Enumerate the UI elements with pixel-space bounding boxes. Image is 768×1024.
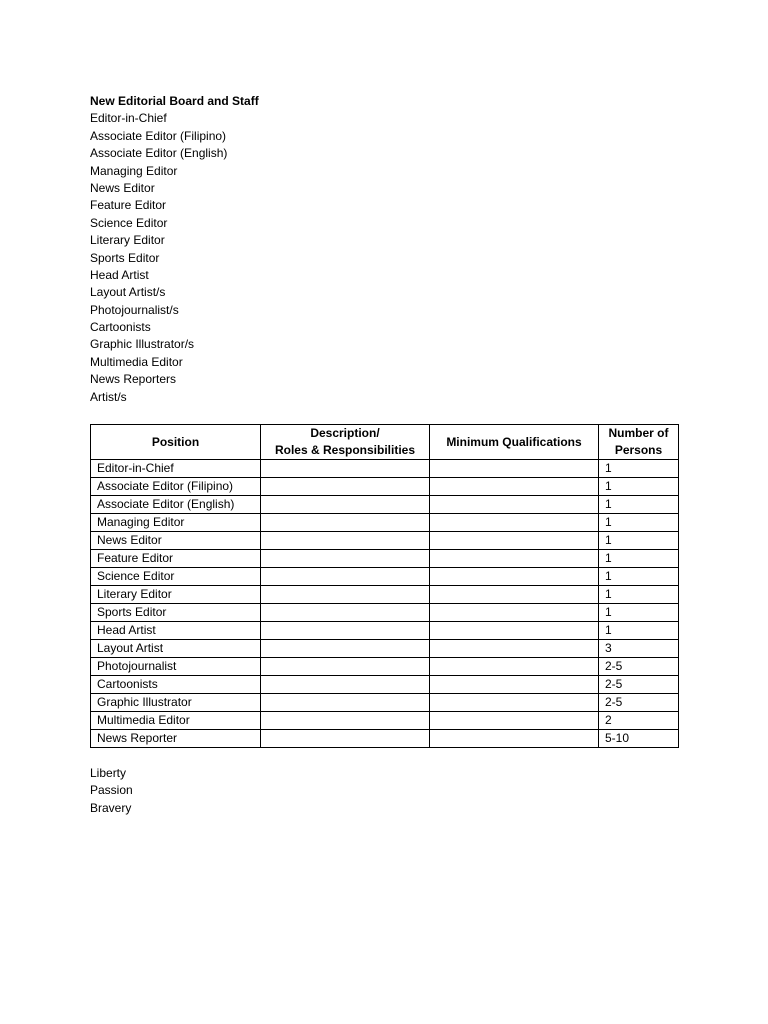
header-position (91, 425, 261, 460)
table-row (91, 460, 679, 478)
count-cell: 3 (599, 640, 679, 658)
description-cell (261, 496, 430, 514)
header-number-line1: Number of (608, 426, 669, 440)
position-cell: Editor-in-Chief (91, 460, 261, 478)
qualifications-cell (430, 460, 599, 478)
description-cell (261, 640, 430, 658)
table-row (91, 496, 679, 514)
header-description-line1: Description/ (310, 426, 380, 440)
position-cell: Graphic Illustrator (91, 694, 261, 712)
position-cell: Associate Editor (Filipino) (91, 478, 261, 496)
footer-word: Bravery (90, 800, 132, 815)
header-position-label: Position (151, 434, 200, 449)
position-list-item: Associate Editor (Filipino) (90, 128, 227, 143)
qualifications-cell (430, 730, 599, 748)
count-cell: 1 (599, 568, 679, 586)
count-cell: 1 (599, 478, 679, 496)
count-cell: 2-5 (599, 676, 679, 694)
qualifications-cell (430, 676, 599, 694)
position-cell: Science Editor (91, 568, 261, 586)
qualifications-cell (430, 532, 599, 550)
header-number (599, 425, 679, 460)
footer-word: Liberty (90, 766, 127, 780)
description-cell (261, 478, 430, 496)
position-cell: Sports Editor (91, 604, 261, 622)
header-number-line2: Persons (614, 443, 663, 457)
count-cell: 5-10 (599, 730, 679, 748)
count-cell: 1 (599, 496, 679, 514)
qualifications-cell (430, 640, 599, 658)
position-cell: Multimedia Editor (91, 712, 261, 730)
staff-table-body (91, 460, 679, 748)
description-cell (261, 622, 430, 640)
qualifications-cell (430, 694, 599, 712)
description-cell (261, 514, 430, 532)
description-cell (261, 712, 430, 730)
table-row (91, 712, 679, 730)
position-list-item: Feature Editor (90, 198, 167, 213)
description-cell (261, 604, 430, 622)
position-list-item: Graphic Illustrator/s (90, 337, 195, 352)
count-cell: 1 (599, 550, 679, 568)
position-list-item: Layout Artist/s (90, 285, 166, 300)
position-cell: Head Artist (91, 622, 261, 640)
table-header-row (91, 425, 679, 460)
position-cell: Photojournalist (91, 658, 261, 676)
position-cell: Feature Editor (91, 550, 261, 568)
position-list-item: Cartoonists (90, 320, 151, 335)
header-qualifications (430, 425, 599, 460)
table-row (91, 604, 679, 622)
header-qualifications-label: Minimum Qualifications (446, 434, 582, 449)
position-cell: Layout Artist (91, 640, 261, 658)
position-list-item: Photojournalist/s (90, 302, 179, 317)
description-cell (261, 532, 430, 550)
position-list-item: Editor-in-Chief (90, 111, 167, 126)
position-cell: Managing Editor (91, 514, 261, 532)
position-cell: Cartoonists (91, 676, 261, 694)
header-description (261, 425, 430, 460)
qualifications-cell (430, 568, 599, 586)
position-list-item: Science Editor (90, 215, 168, 230)
qualifications-cell (430, 478, 599, 496)
qualifications-cell (430, 550, 599, 568)
table-row (91, 658, 679, 676)
qualifications-cell (430, 514, 599, 532)
qualifications-cell (430, 712, 599, 730)
footer-word: Passion (90, 783, 133, 798)
description-cell (261, 586, 430, 604)
count-cell: 1 (599, 586, 679, 604)
staff-table (90, 424, 679, 748)
description-cell (261, 568, 430, 586)
table-row (91, 730, 679, 748)
count-cell: 1 (599, 460, 679, 478)
count-cell: 2-5 (599, 694, 679, 712)
description-cell (261, 550, 430, 568)
position-list-item: Managing Editor (90, 163, 178, 178)
description-cell (261, 694, 430, 712)
description-cell (261, 658, 430, 676)
header-description-line2: Roles & Responsibilities (274, 443, 416, 457)
position-list-item: Literary Editor (90, 233, 165, 248)
qualifications-cell (430, 622, 599, 640)
position-list-item: News Editor (90, 180, 155, 195)
positions-list (90, 110, 690, 406)
table-row (91, 568, 679, 586)
count-cell: 1 (599, 532, 679, 550)
position-list-item: Sports Editor (90, 250, 160, 265)
table-row (91, 694, 679, 712)
description-cell (261, 676, 430, 694)
position-list-item: Associate Editor (English) (90, 146, 228, 161)
footer-words (90, 765, 133, 817)
count-cell: 2 (599, 712, 679, 730)
table-row (91, 478, 679, 496)
position-list-item: Multimedia Editor (90, 354, 183, 369)
qualifications-cell (430, 586, 599, 604)
table-row (91, 514, 679, 532)
position-cell: Literary Editor (91, 586, 261, 604)
position-cell: News Editor (91, 532, 261, 550)
position-list-item: Artist/s (90, 389, 127, 404)
document-heading: New Editorial Board and Staff (90, 94, 259, 108)
count-cell: 1 (599, 604, 679, 622)
position-cell: Associate Editor (English) (91, 496, 261, 514)
table-row (91, 622, 679, 640)
count-cell: 1 (599, 514, 679, 532)
table-row (91, 532, 679, 550)
table-row (91, 586, 679, 604)
count-cell: 2-5 (599, 658, 679, 676)
table-row (91, 640, 679, 658)
table-row (91, 676, 679, 694)
qualifications-cell (430, 658, 599, 676)
count-cell: 1 (599, 622, 679, 640)
qualifications-cell (430, 496, 599, 514)
position-list-item: Head Artist (90, 267, 149, 282)
description-cell (261, 730, 430, 748)
description-cell (261, 460, 430, 478)
document-page (90, 93, 690, 406)
qualifications-cell (430, 604, 599, 622)
table-row (91, 550, 679, 568)
position-list-item: News Reporters (90, 372, 177, 387)
position-cell: News Reporter (91, 730, 261, 748)
